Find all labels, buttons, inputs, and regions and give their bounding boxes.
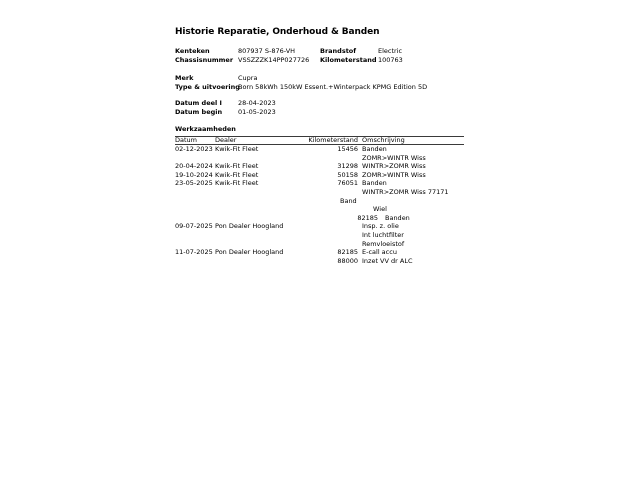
field-row-chassis-kilometerstand — [175, 57, 475, 66]
cell-omschrijving: Banden — [385, 213, 410, 222]
cell-dealer: Pon Dealer Hoogland — [215, 222, 284, 231]
table-row — [175, 232, 475, 241]
table-row — [175, 223, 475, 232]
table-row — [175, 206, 475, 215]
cell-omschrijving: Wiel — [373, 205, 387, 214]
table-header-omschrijving: Omschrijving — [362, 136, 405, 144]
cell-omschrijving: Remvloeistof — [362, 239, 405, 248]
cell-omschrijving: Banden — [362, 145, 387, 153]
cell-datum: 11-07-2025 — [175, 248, 213, 257]
section-title-werkzaamheden: Werkzaamheden — [175, 125, 236, 133]
datum-begin-label: Datum begin — [175, 108, 223, 116]
cell-kilometerstand: 82185 — [357, 213, 378, 222]
cell-omschrijving: Inzet VV dr ALC — [362, 256, 413, 265]
brandstof-value: Electric — [378, 47, 403, 55]
cell-omschrijving: Banden — [362, 179, 387, 188]
cell-kilometerstand: 76051 — [337, 179, 358, 188]
cell-omschrijving: Int luchtfilter — [362, 230, 404, 239]
cell-kilometerstand: 82185 — [337, 248, 358, 257]
datum-deel-label: Datum deel I — [175, 99, 222, 107]
table-row — [175, 189, 475, 198]
table-header-dealer: Dealer — [215, 136, 237, 144]
cell-omschrijving: ZOMR>WINTR Wiss — [362, 153, 426, 162]
datum-begin-value: 01-05-2023 — [238, 108, 276, 116]
cell-dealer: Kwik-Fit Fleet — [215, 162, 259, 171]
kilometerstand-value: 100763 — [378, 56, 403, 64]
cell-omschrijving: WINTR>ZOMR Wiss — [362, 162, 426, 171]
table-row — [175, 258, 475, 267]
cell-datum: 19-10-2024 — [175, 170, 213, 179]
cell-omschrijving: E-call accu — [362, 248, 397, 257]
cell-dealer: Kwik-Fit Fleet — [215, 145, 259, 153]
cell-datum: 20-04-2024 — [175, 162, 213, 171]
table-row — [175, 146, 475, 155]
cell-datum: 02-12-2023 — [175, 145, 213, 153]
cell-kilometerstand: Band — [340, 196, 357, 205]
chassisnummer-label: Chassisnummer — [175, 56, 234, 64]
chassisnummer-value: VSSZZZK14PP027726 — [238, 56, 310, 64]
cell-datum: 23-05-2025 — [175, 179, 213, 188]
table-header-datum: Datum — [175, 136, 197, 144]
type-value: Born 58kWh 150kW Essent.+Winterpack KPMG Edition 5D — [238, 83, 428, 91]
cell-kilometerstand: 15456 — [337, 145, 358, 153]
cell-omschrijving: Insp. z. olie — [362, 222, 399, 231]
cell-omschrijving: WINTR>ZOMR Wiss 77171 — [362, 187, 449, 196]
kenteken-label: Kenteken — [175, 47, 210, 55]
merk-value: Cupra — [238, 74, 258, 82]
datum-deel-value: 28-04-2023 — [238, 99, 276, 107]
cell-kilometerstand: 88000 — [337, 256, 358, 265]
type-label: Type & uitvoering — [175, 83, 240, 91]
cell-dealer: Pon Dealer Hoogland — [215, 248, 284, 257]
merk-label: Merk — [175, 74, 194, 82]
table-row — [175, 249, 475, 258]
cell-omschrijving: ZOMR>WINTR Wiss — [362, 170, 426, 179]
brandstof-label: Brandstof — [320, 47, 357, 55]
table-body — [175, 146, 475, 266]
cell-kilometerstand: 50158 — [337, 170, 358, 179]
cell-dealer: Kwik-Fit Fleet — [215, 170, 259, 179]
kilometerstand-label: Kilometerstand — [320, 56, 377, 64]
cell-datum: 09-07-2025 — [175, 222, 213, 231]
cell-kilometerstand: 31298 — [337, 162, 358, 171]
kenteken-value: 807937 S-876-VH — [238, 47, 296, 55]
table-header-kilometerstand: Kilometerstand — [308, 136, 358, 144]
cell-dealer: Kwik-Fit Fleet — [215, 179, 259, 188]
field-row-type — [175, 84, 475, 93]
page-title: Historie Reparatie, Onderhoud & Banden — [175, 27, 380, 37]
field-row-datum-begin — [175, 109, 475, 118]
table-row — [175, 198, 475, 207]
